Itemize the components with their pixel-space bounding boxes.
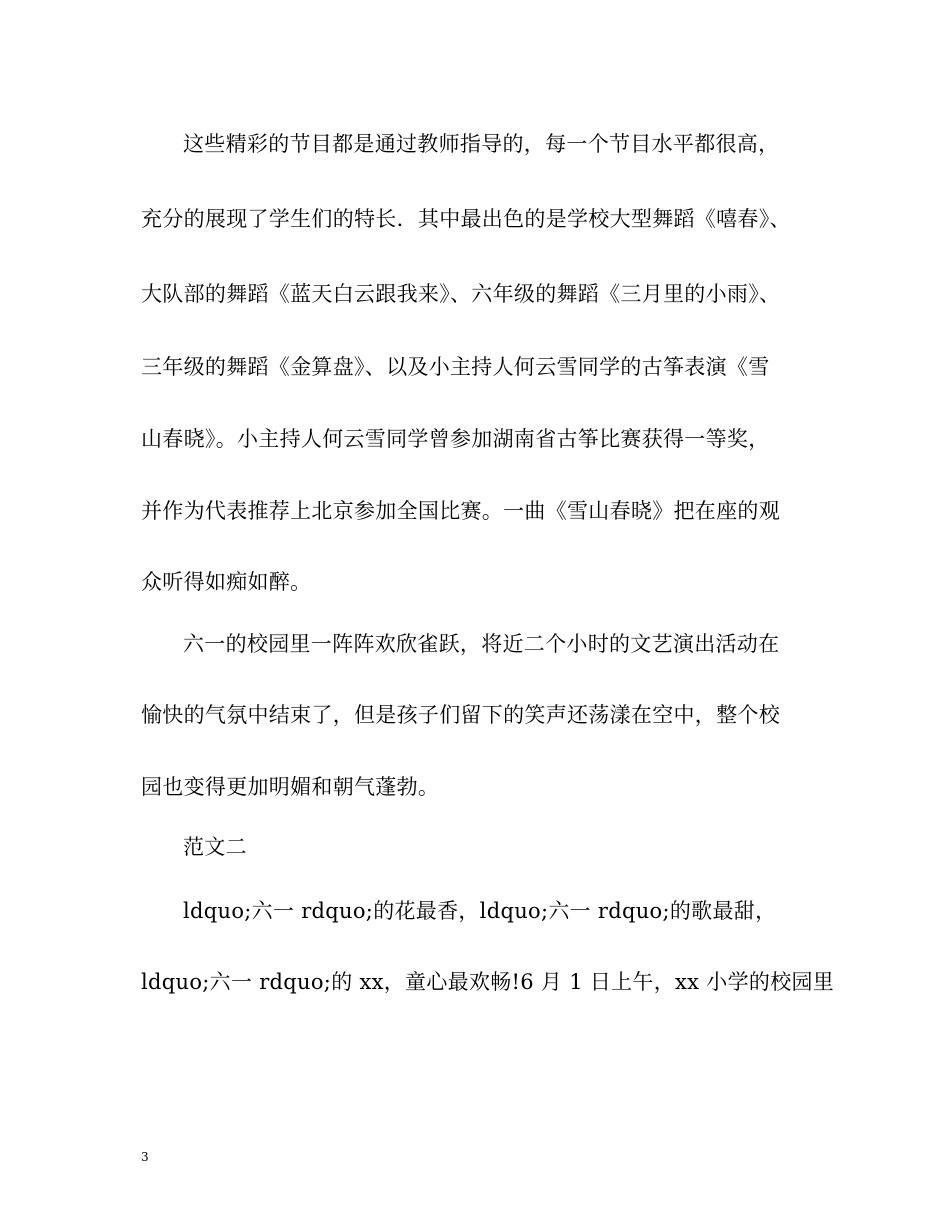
paragraph-line: 园也变得更加明媚和朝气蓬勃。 <box>141 775 440 799</box>
paragraph-line: 众听得如痴如醉。 <box>141 570 312 594</box>
paragraph-line: ldquo;六一 rdquo;的花最香，ldquo;六一 rdquo;的歌最甜， <box>183 899 777 923</box>
section-heading: 范文二 <box>183 835 247 859</box>
paragraph-line: ldquo;六一 rdquo;的 xx，童心最欢畅!6 月 1 日上午，xx 小学的校园里 <box>141 970 835 994</box>
paragraph-line: 这些精彩的节目都是通过教师指导的，每一个节目水平都很高， <box>183 132 780 156</box>
page-number: 3 <box>141 1150 149 1164</box>
paragraph-line: 山春晓》。小主持人何云雪同学曾参加湖南省古筝比赛获得一等奖， <box>141 427 770 451</box>
paragraph-line: 三年级的舞蹈《金算盘》、以及小主持人何云雪同学的古筝表演《雪 <box>141 355 770 379</box>
paragraph-line: 并作为代表推荐上北京参加全国比赛。一曲《雪山春晓》把在座的观 <box>141 499 780 523</box>
paragraph-line: 充分的展现了学生们的特长．其中最出色的是学校大型舞蹈《嘻春》、 <box>141 207 791 231</box>
paragraph-line: 大队部的舞蹈《蓝天白云跟我来》、六年级的舞蹈《三月里的小雨》、 <box>141 282 781 306</box>
paragraph-line: 六一的校园里一阵阵欢欣雀跃，将近二个小时的文艺演出活动在 <box>183 632 780 656</box>
paragraph-line: 愉快的气氛中结束了，但是孩子们留下的笑声还荡漾在空中，整个校 <box>141 703 780 727</box>
